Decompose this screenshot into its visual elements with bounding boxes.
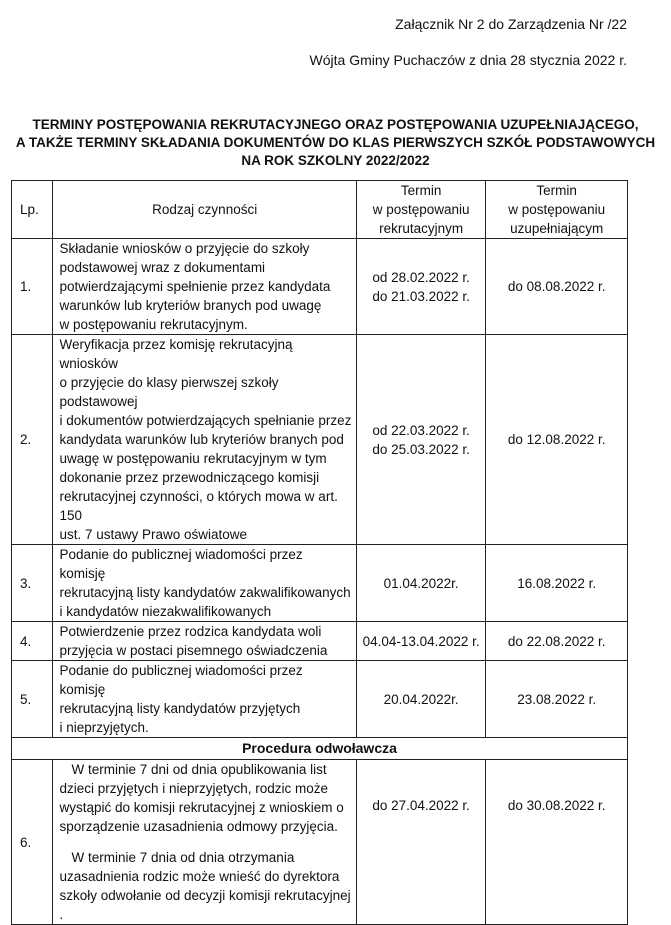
table-row — [12, 545, 628, 622]
action-line: W terminie 7 dni od dnia opublikowania list — [71, 762, 327, 777]
action-line: i kandydatów niezakwalifikowanych — [59, 604, 272, 619]
action-line: w postępowaniu rekrutacyjnym. — [59, 317, 248, 332]
row-term-supplementary: 23.08.2022 r. — [486, 661, 628, 738]
action-line: Weryfikacja przez komisję rekrutacyjną wniosków — [59, 337, 293, 371]
action-line: uwagę w postępowaniu rekrutacyjnym w tym — [59, 451, 327, 466]
row-term-recruitment — [356, 335, 485, 545]
row-term-supplementary: do 30.08.2022 r. — [486, 760, 628, 925]
attachment-header: Załącznik Nr 2 do Zarządzenia Nr /22 — [395, 16, 627, 32]
title-line-1: TERMINY POSTĘPOWANIA REKRUTACYJNEGO ORAZ POSTĘPOWANIA UZUPEŁNIAJĄCEGO, — [32, 117, 639, 132]
row-action — [53, 760, 356, 925]
action-line: Potwierdzenie przez rodzica kandydata woli — [59, 624, 322, 639]
header-action: Rodzaj czynności — [53, 181, 356, 239]
action-line: podstawowej wraz z dokumentami — [59, 260, 266, 275]
paragraph-gap — [59, 836, 351, 848]
action-line: przyjęcia w postaci pisemnego oświadczenia — [59, 643, 328, 658]
header-term1-line1: Termin — [400, 183, 442, 198]
header-term2-line1: Termin — [536, 183, 577, 198]
row-term-supplementary: do 08.08.2022 r. — [486, 239, 628, 335]
row-term-recruitment: 04.04-13.04.2022 r. — [356, 622, 485, 661]
header-term1-line2: w postępowaniu — [372, 202, 470, 217]
row-term-recruitment: 01.04.2022r. — [356, 545, 485, 622]
table-row — [12, 760, 628, 925]
row-number: 4. — [12, 622, 53, 661]
action-line: ust. 7 ustawy Prawo oświatowe — [59, 527, 248, 542]
title-line-2: A TAKŻE TERMINY SKŁADANIA DOKUMENTÓW DO KLAS PIERWSZYCH SZKÓŁ PODSTAWOWYCH — [15, 135, 656, 150]
action-line: kandydata warunków lub kryteriów branych pod — [59, 432, 344, 447]
action-line: rekrutacyjną listy kandydatów zakwalifikowanych — [59, 585, 351, 600]
procedure-row — [12, 738, 628, 760]
term-to: do 25.03.2022 r. — [372, 441, 470, 457]
term-from: od 28.02.2022 r. — [372, 269, 470, 285]
title-line-3: NA ROK SZKOLNY 2022/2022 — [241, 153, 430, 168]
header-term2-line2: w postępowaniu — [508, 202, 606, 217]
row-number: 3. — [12, 545, 53, 622]
action-line: szkoły odwołanie od decyzji komisji rekrutacyjnej . — [59, 888, 351, 922]
header-lp: Lp. — [12, 181, 53, 239]
action-line: uzasadnienia rodzic może wnieść do dyrektora — [59, 869, 340, 884]
header-term1-line3: rekrutacyjnym — [379, 221, 464, 236]
row-number: 5. — [12, 661, 53, 738]
row-action — [53, 622, 356, 661]
action-line: potwierdzającymi spełnienie przez kandydata — [59, 279, 331, 294]
action-line: sporządzenie uzasadnienia odmowy przyjęcia. — [59, 819, 338, 834]
action-line: i nieprzyjętych. — [59, 720, 149, 735]
row-number: 2. — [12, 335, 53, 545]
action-line: dzieci przyjętych i nieprzyjętych, rodzic może — [59, 781, 329, 796]
action-line: Podanie do publicznej wiadomości przez komisję — [59, 663, 303, 697]
row-number: 1. — [12, 239, 53, 335]
row-term-supplementary: 16.08.2022 r. — [486, 545, 628, 622]
action-line: Podanie do publicznej wiadomości przez komisję — [59, 547, 303, 581]
term-to: do 21.03.2022 r. — [372, 288, 470, 304]
header-term-recruitment — [356, 181, 485, 239]
table-row — [12, 661, 628, 738]
row-term-recruitment: 20.04.2022r. — [356, 661, 485, 738]
action-line: rekrutacyjną listy kandydatów przyjętych — [59, 701, 301, 716]
attachment-issuer: Wójta Gminy Puchaczów z dnia 28 stycznia 2022 r. — [309, 52, 627, 68]
table-row — [12, 239, 628, 335]
header-term2-line3: uzupełniającym — [510, 221, 604, 236]
row-term-supplementary: do 22.08.2022 r. — [486, 622, 628, 661]
action-line: rekrutacyjnej czynności, o których mowa w art. 150 — [59, 489, 338, 523]
document-title — [0, 116, 671, 170]
action-line: Składanie wniosków o przyjęcie do szkoły — [59, 241, 310, 256]
row-term-recruitment — [356, 239, 485, 335]
row-number: 6. — [12, 760, 53, 925]
row-term-supplementary: do 12.08.2022 r. — [486, 335, 628, 545]
action-line: wystąpić do komisji rekrutacyjnej z wnioskiem o — [59, 800, 344, 815]
table-row — [12, 335, 628, 545]
row-term-recruitment: do 27.04.2022 r. — [356, 760, 485, 925]
action-line: o przyjęcie do klasy pierwszej szkoły podstawowej — [59, 375, 279, 409]
action-line: dokonanie przez przewodniczącego komisji — [59, 470, 320, 485]
header-term-supplementary — [486, 181, 628, 239]
procedure-heading: Procedura odwoławcza — [12, 738, 628, 760]
row-action — [53, 335, 356, 545]
row-action — [53, 545, 356, 622]
table-row — [12, 622, 628, 661]
action-line: warunków lub kryteriów branych pod uwagę — [59, 298, 322, 313]
term-from: od 22.03.2022 r. — [372, 422, 470, 438]
row-action — [53, 239, 356, 335]
row-action — [53, 661, 356, 738]
action-line: i dokumentów potwierdzających spełnianie przez — [59, 413, 352, 428]
table-header-row — [12, 181, 628, 239]
schedule-table — [11, 180, 628, 925]
action-line: W terminie 7 dnia od dnia otrzymania — [71, 850, 295, 865]
